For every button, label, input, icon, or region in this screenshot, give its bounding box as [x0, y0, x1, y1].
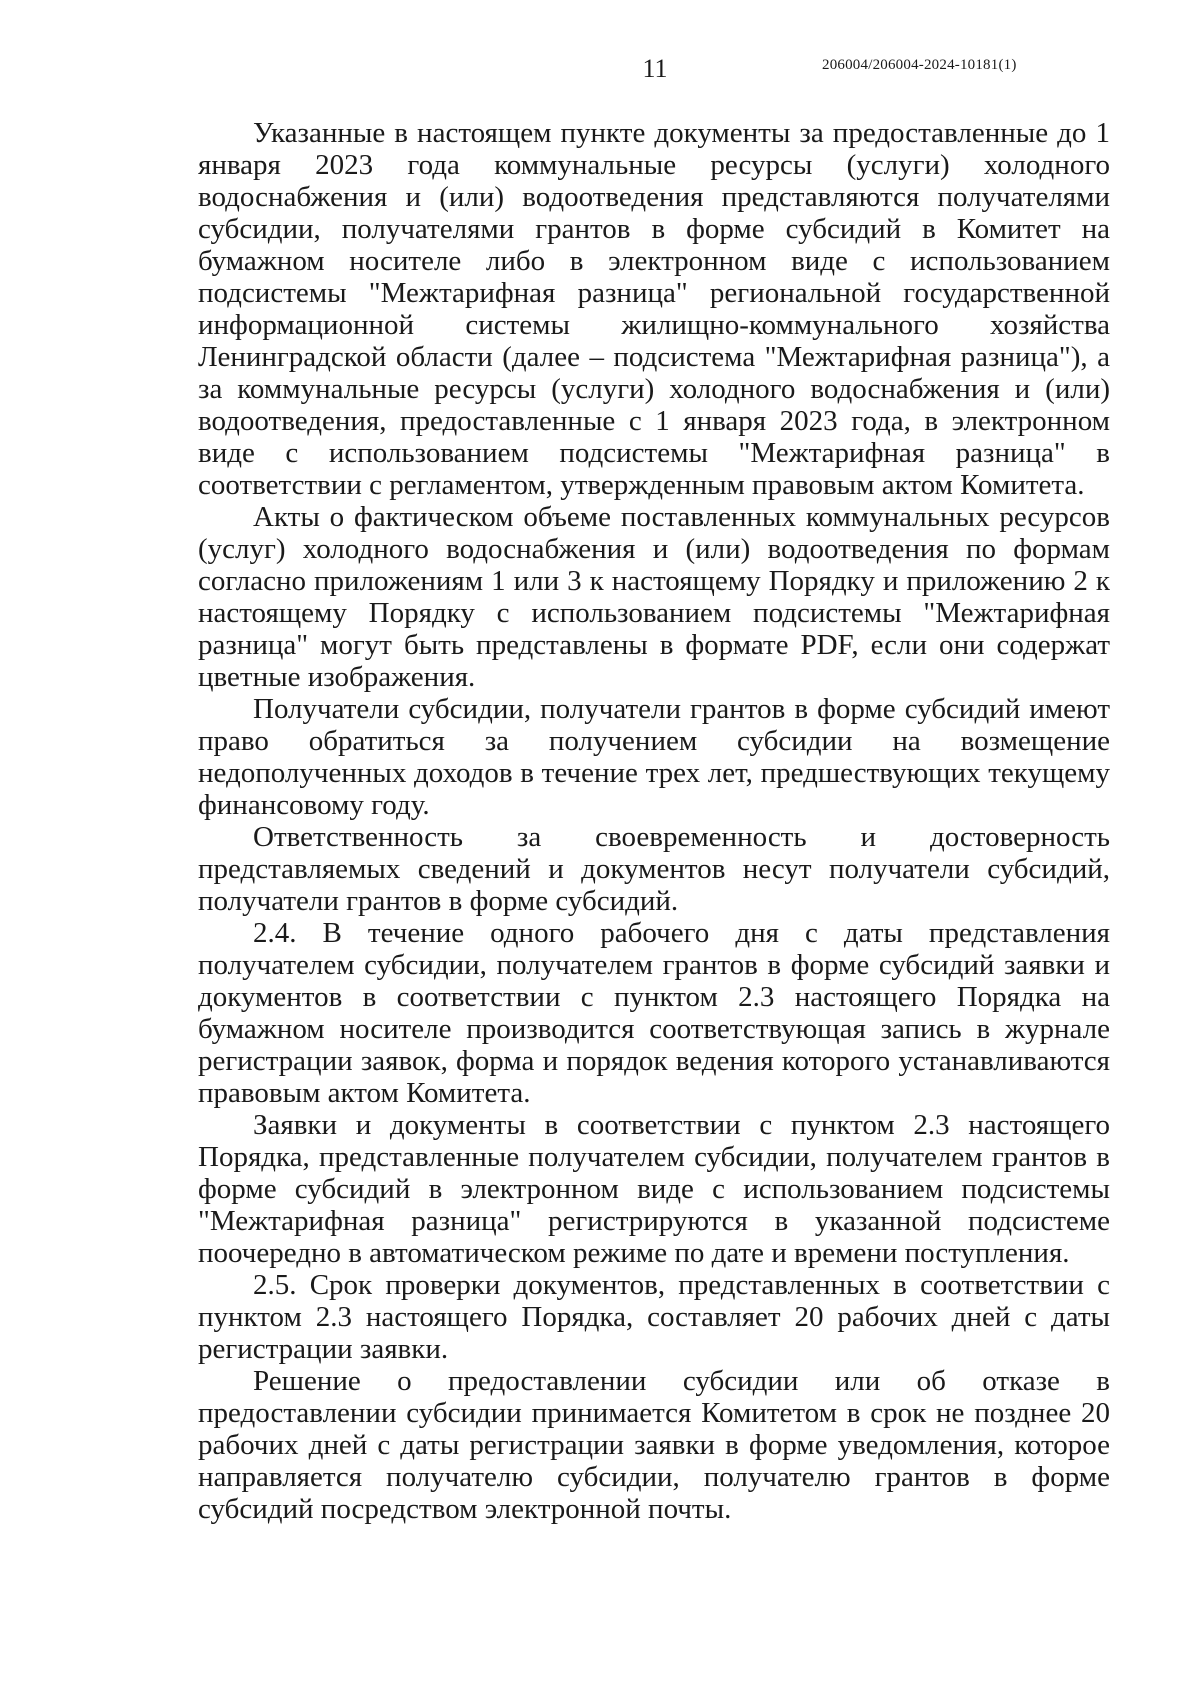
paragraph-2-5-review-term: 2.5. Срок проверки документов, представленных в соответствии с пунктом 2.3 настоящего Порядка, составляет 20 рабочих дней с даты регистрации заявки.	[198, 1269, 1110, 1365]
paragraph-electronic-registration: Заявки и документы в соответствии с пунктом 2.3 настоящего Порядка, представленные получателем субсидии, получателем грантов в форме субсидий в электронном виде с использованием подсистемы "Межтарифная разница" регистрируются в указанной подсистеме поочередно в автоматическом режиме по дате и времени поступления.	[198, 1109, 1110, 1269]
paragraph-decision-notification: Решение о предоставлении субсидии или об отказе в предоставлении субсидии принимается Комитетом в срок не позднее 20 рабочих дней с даты регистрации заявки в форме уведомления, которое направляется получателю субсидии, получателю грантов в форме субсидий посредством электронной почты.	[198, 1365, 1110, 1525]
paragraph-acts-pdf: Акты о фактическом объеме поставленных коммунальных ресурсов (услуг) холодного водоснабжения и (или) водоотведения по формам согласно приложениям 1 или 3 к настоящему Порядку и приложению 2 к настоящему Порядку с использованием подсистемы "Межтарифная разница" могут быть представлены в формате PDF, если они содержат цветные изображения.	[198, 501, 1110, 693]
paragraph-three-years-right: Получатели субсидии, получатели грантов в форме субсидий имеют право обратиться за получением субсидии на возмещение недополученных доходов в течение трех лет, предшествующих текущему финансовому году.	[198, 693, 1110, 821]
paragraph-responsibility: Ответственность за своевременность и достоверность представляемых сведений и документов несут получатели субсидий, получатели грантов в форме субсидий.	[198, 821, 1110, 917]
paragraph-2-4-registration: 2.4. В течение одного рабочего дня с даты представления получателем субсидии, получателем грантов в форме субсидий заявки и документов в соответствии с пунктом 2.3 настоящего Порядка на бумажном носителе производится соответствующая запись в журнале регистрации заявок, форма и порядок ведения которого устанавливаются правовым актом Комитета.	[198, 917, 1110, 1109]
document-id: 206004/206004-2024-10181(1)	[822, 57, 1017, 73]
document-body	[198, 117, 1110, 1525]
paragraph-documents-submission: Указанные в настоящем пункте документы за предоставленные до 1 января 2023 года коммунальные ресурсы (услуги) холодного водоснабжения и (или) водоотведения представляются получателями субсидии, получателями грантов в форме субсидий в Комитет на бумажном носителе либо в электронном виде с использованием подсистемы "Межтарифная разница" региональной государственной информационной системы жилищно-коммунального хозяйства Ленинградской области (далее – подсистема "Межтарифная разница"), а за коммунальные ресурсы (услуги) холодного водоснабжения и (или) водоотведения, предоставленные с 1 января 2023 года, в электронном виде с использованием подсистемы "Межтарифная разница" в соответствии с регламентом, утвержденным правовым актом Комитета.	[198, 117, 1110, 501]
page-number: 11	[642, 54, 668, 83]
